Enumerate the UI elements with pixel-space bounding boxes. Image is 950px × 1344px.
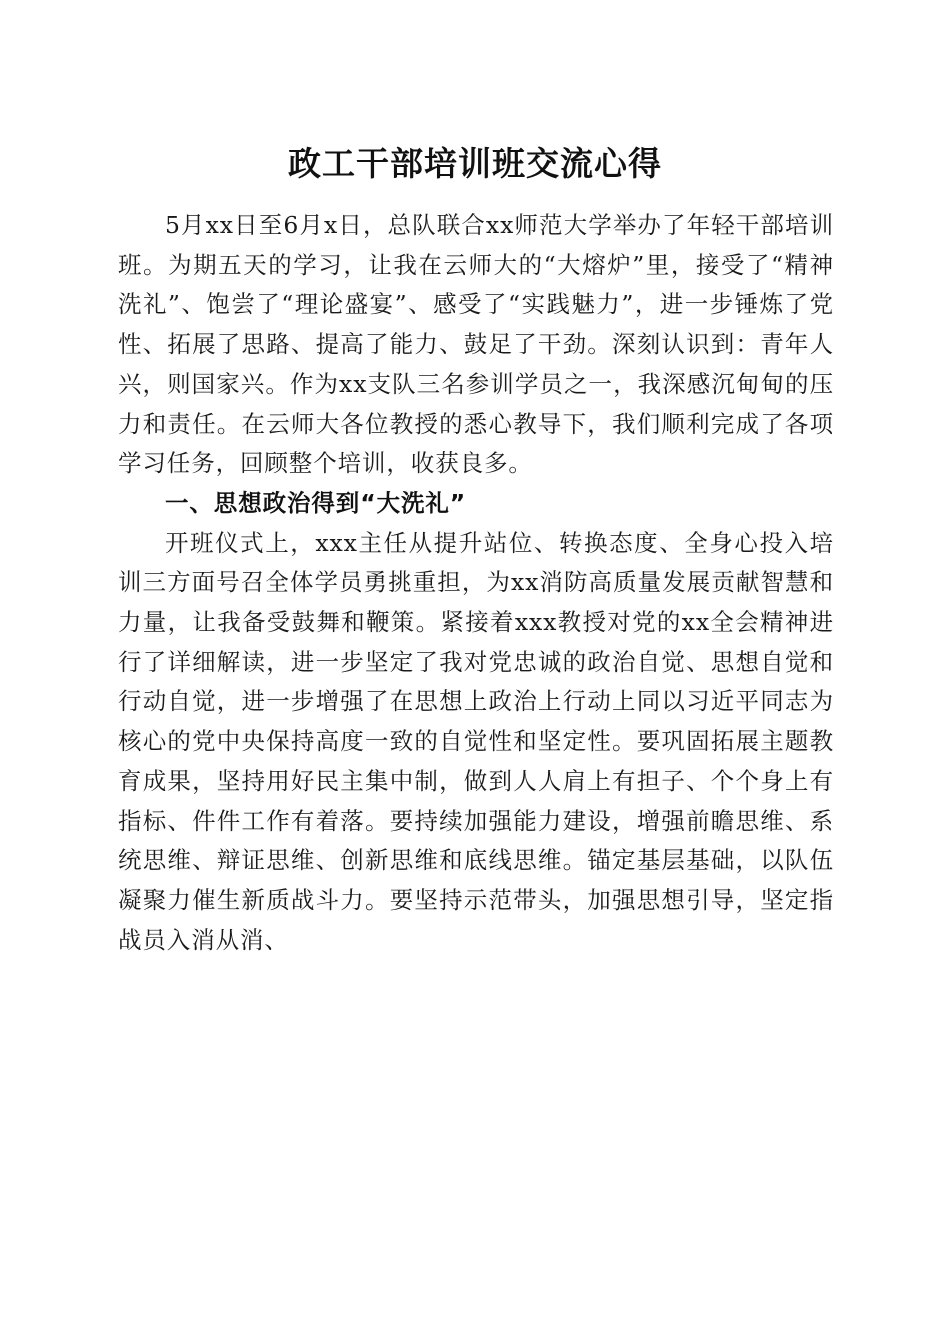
section-paragraph: 开班仪式上，xxx主任从提升站位、转换态度、全身心投入培训三方面号召全体学员勇挑重担，为xx消防高质量发展贡献智慧和力量，让我备受鼓舞和鞭策。紧接着xxx教授对党的xx全会精神进行了详细解读，进一步坚定了我对党忠诚的政治自觉、思想自觉和行动自觉，进一步增强了在思想上政治上行动上同以习近平同志为核心的党中央保持高度一致的自觉性和坚定性。要巩固拓展主题教育成果，坚持用好民主集中制，做到人人肩上有担子、个个身上有指标、件件工作有着落。要持续加强能力建设，增强前瞻思维、系统思维、辩证思维、创新思维和底线思维。锚定基层基础，以队伍凝聚力催生新质战斗力。要坚持示范带头，加强思想引导，坚定指战员入消从消、	[118, 528, 834, 954]
document-title: 政工干部培训班交流心得	[288, 144, 662, 183]
section-heading: 一、思想政治得到“大洗礼”	[165, 488, 467, 517]
document-body	[118, 206, 834, 960]
intro-paragraph: 5月xx日至6月x日，总队联合xx师范大学举办了年轻干部培训班。为期五天的学习，让我在云师大的“大熔炉”里，接受了“精神洗礼”、饱尝了“理论盛宴”、感受了“实践魅力”，进一步锤炼了党性、拓展了思路、提高了能力、鼓足了干劲。深刻认识到：青年人兴，则国家兴。作为xx支队三名参训学员之一，我深感沉甸甸的压力和责任。在云师大各位教授的悉心教导下，我们顺利完成了各项学习任务，回顾整个培训，收获良多。	[118, 211, 834, 478]
